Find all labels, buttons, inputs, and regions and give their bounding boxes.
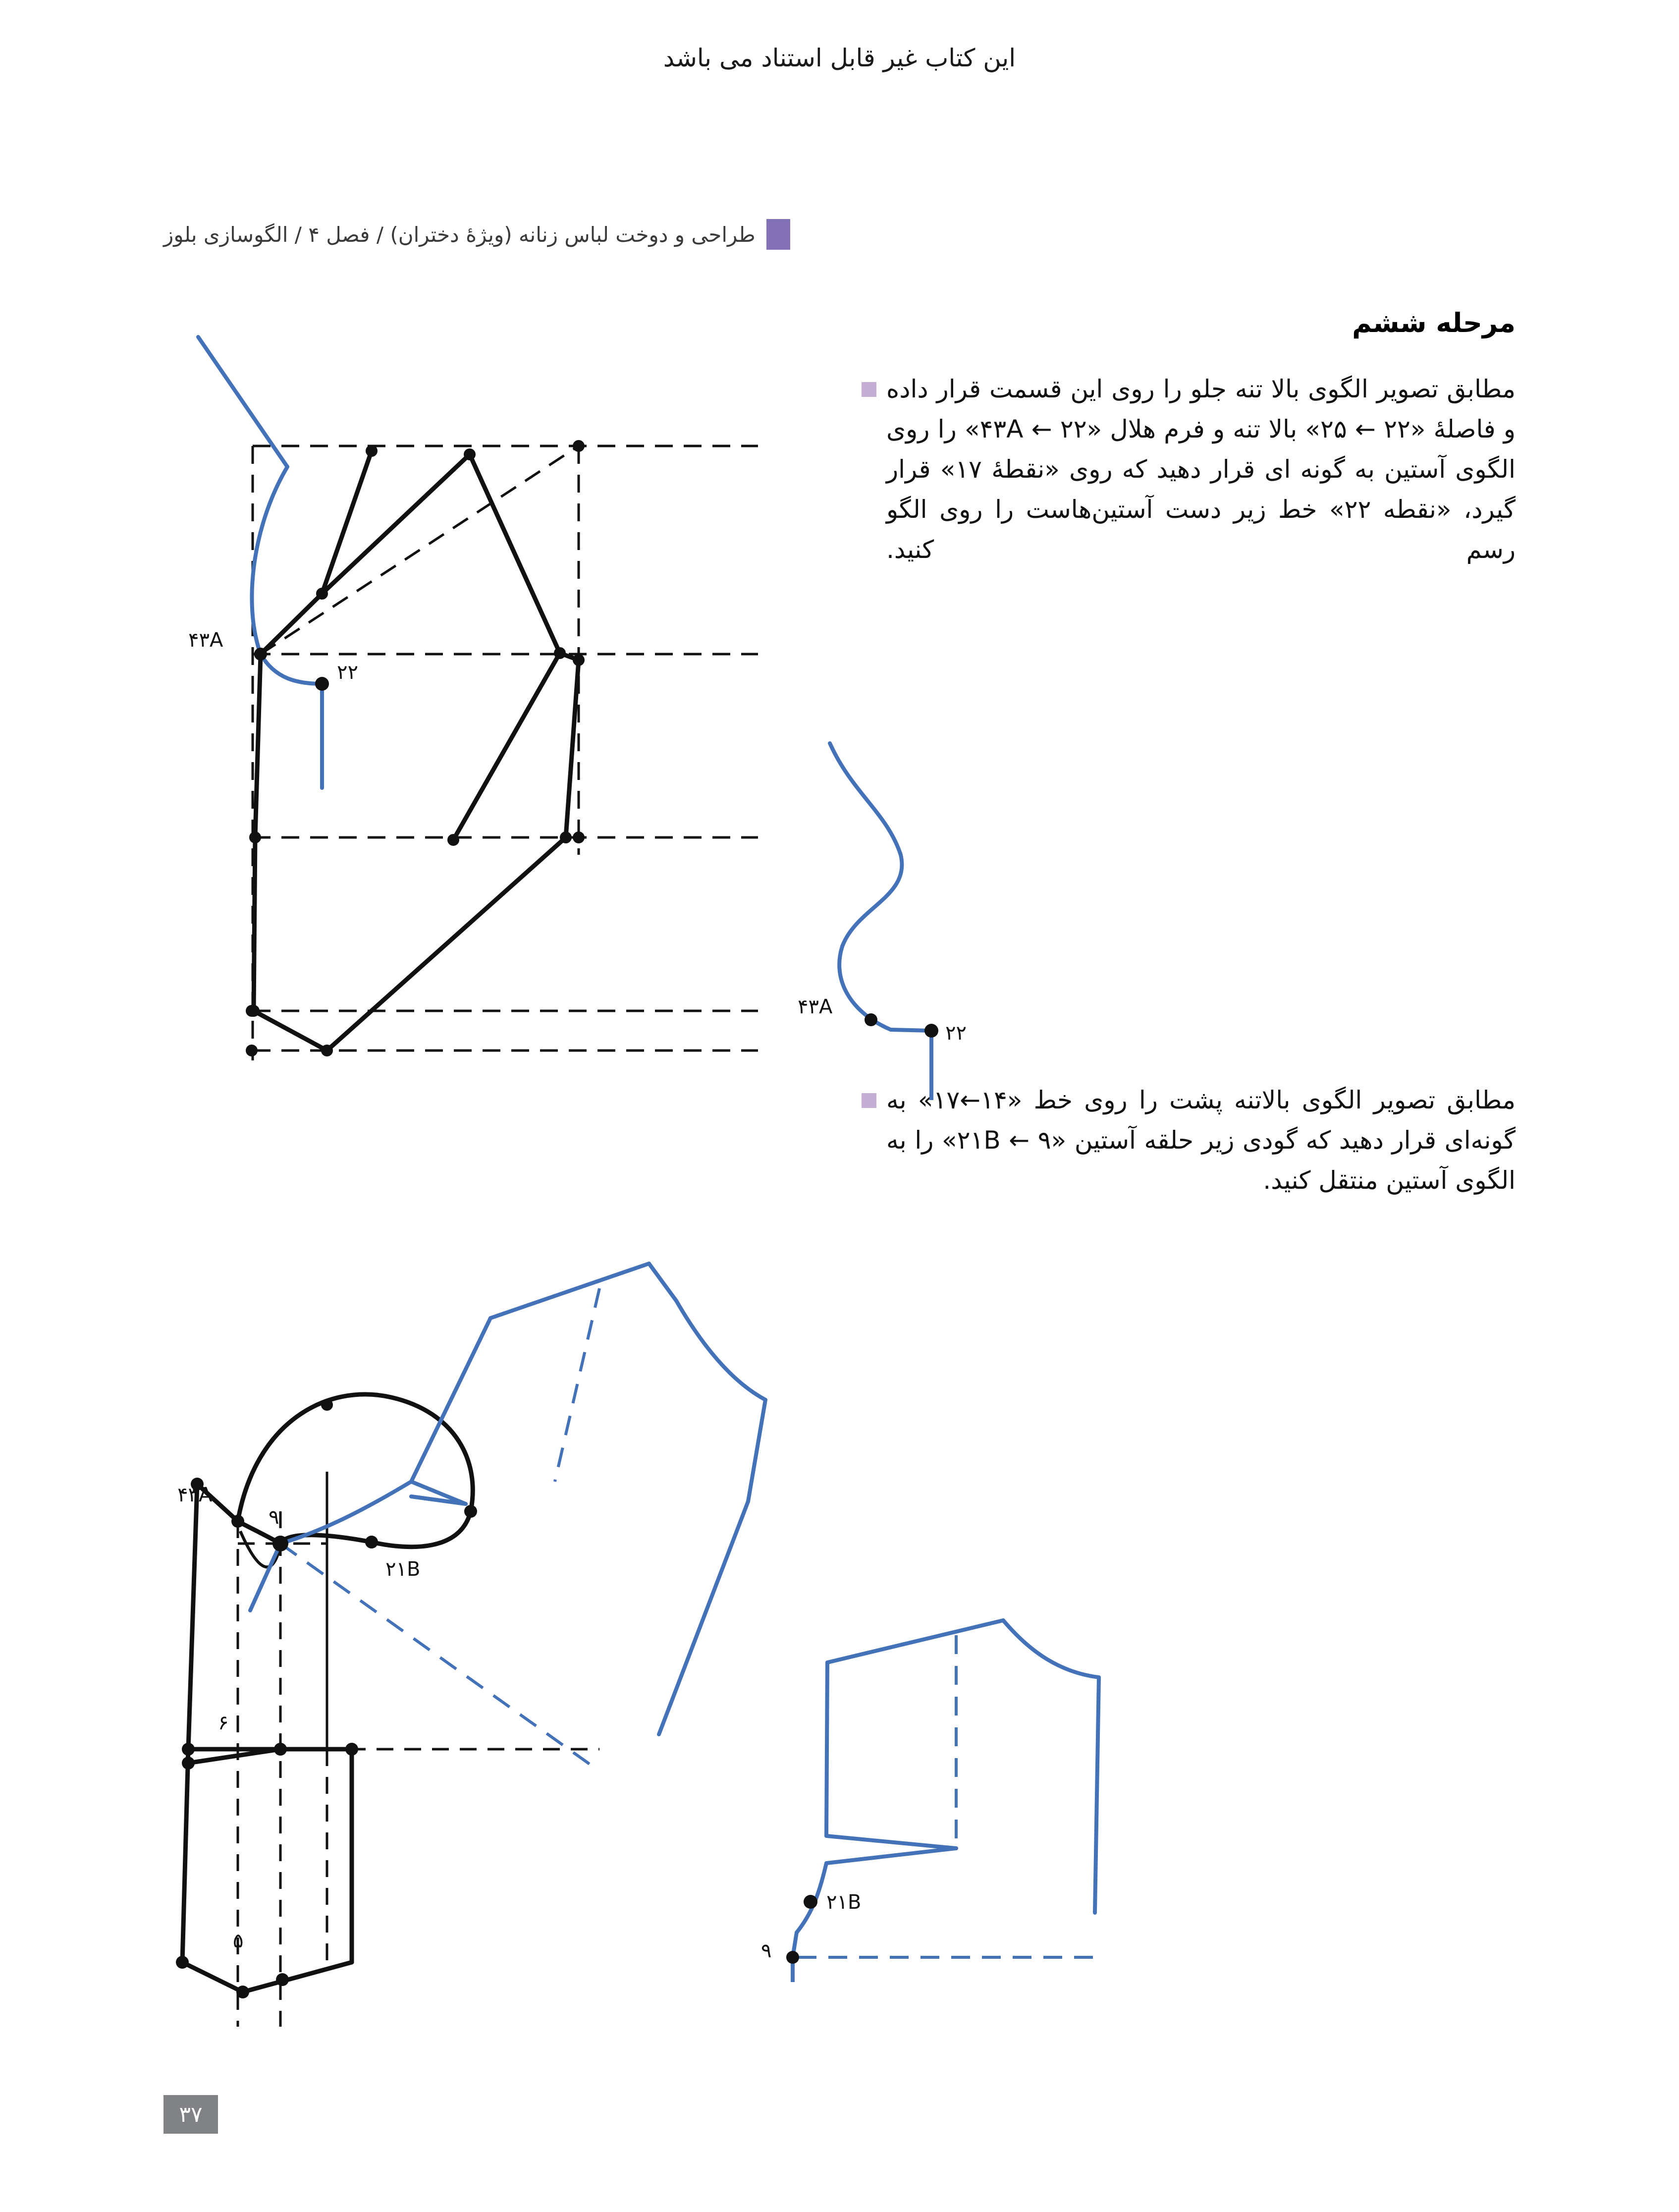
figure4-label-21B: ۲۱B — [826, 1891, 862, 1914]
figure2-label-43A: ۴۳A — [798, 995, 833, 1018]
figure3-label-6: ۶ — [218, 1712, 229, 1734]
figure4-label-9: ۹ — [761, 1939, 772, 1962]
paragraph-second-text: مطابق تصویر الگوی بالاتنه پشت را روی خط «۱۴←۱۷» به گونه‌ای قرار دهید که گودی زیر حلقه آستین «۲۱B ← ۹» را به الگوی آستین منتقل کنید. — [886, 1086, 1516, 1195]
figure1-label-43A: ۴۳A — [188, 629, 223, 652]
running-header-text: طراحی و دوخت لباس زنانه (ویژهٔ دختران) / فصل ۴ / الگوسازی بلوز — [163, 222, 756, 247]
figure-back-bodice-detail — [713, 1566, 1139, 1982]
figure3-label-9: ۹ — [269, 1506, 279, 1529]
paragraph-first-text: مطابق تصویر الگوی بالا تنه جلو را روی این قسمت قرار داده و فاصلهٔ «۲۲ ← ۲۵» بالا تنه و فرم هلال «۲۲ ← ۴۳A» را روی الگوی آستین به گونه ای قرار دهید که روی «نقطهٔ ۱۷» قرار گیرد، «نقطه ۲۲» خط زیر دست آستین‌هاست را روی الگو رسم کنید. — [886, 375, 1516, 564]
figure-sleeve-front-overlay — [163, 287, 788, 1130]
figure3-label-43A: ۴۳A — [177, 1484, 213, 1506]
figure-underarm-curve-front — [773, 733, 1050, 1100]
figure3-label-21B: ۲۱B — [385, 1558, 421, 1581]
disclaimer-text: این کتاب غیر قابل استناد می باشد — [663, 44, 1016, 72]
figure3-label-5: ۵ — [233, 1930, 244, 1952]
figure1-label-22: ۲۲ — [337, 661, 358, 684]
page-number-badge: ۳۷ — [163, 2095, 218, 2134]
bullet-square-icon — [862, 382, 876, 397]
stage-title: مرحله ششم — [1352, 307, 1516, 338]
paragraph-first — [862, 369, 1516, 570]
figure2-label-22: ۲۲ — [945, 1022, 967, 1045]
header-marker-square — [766, 219, 790, 250]
running-header — [163, 217, 808, 252]
